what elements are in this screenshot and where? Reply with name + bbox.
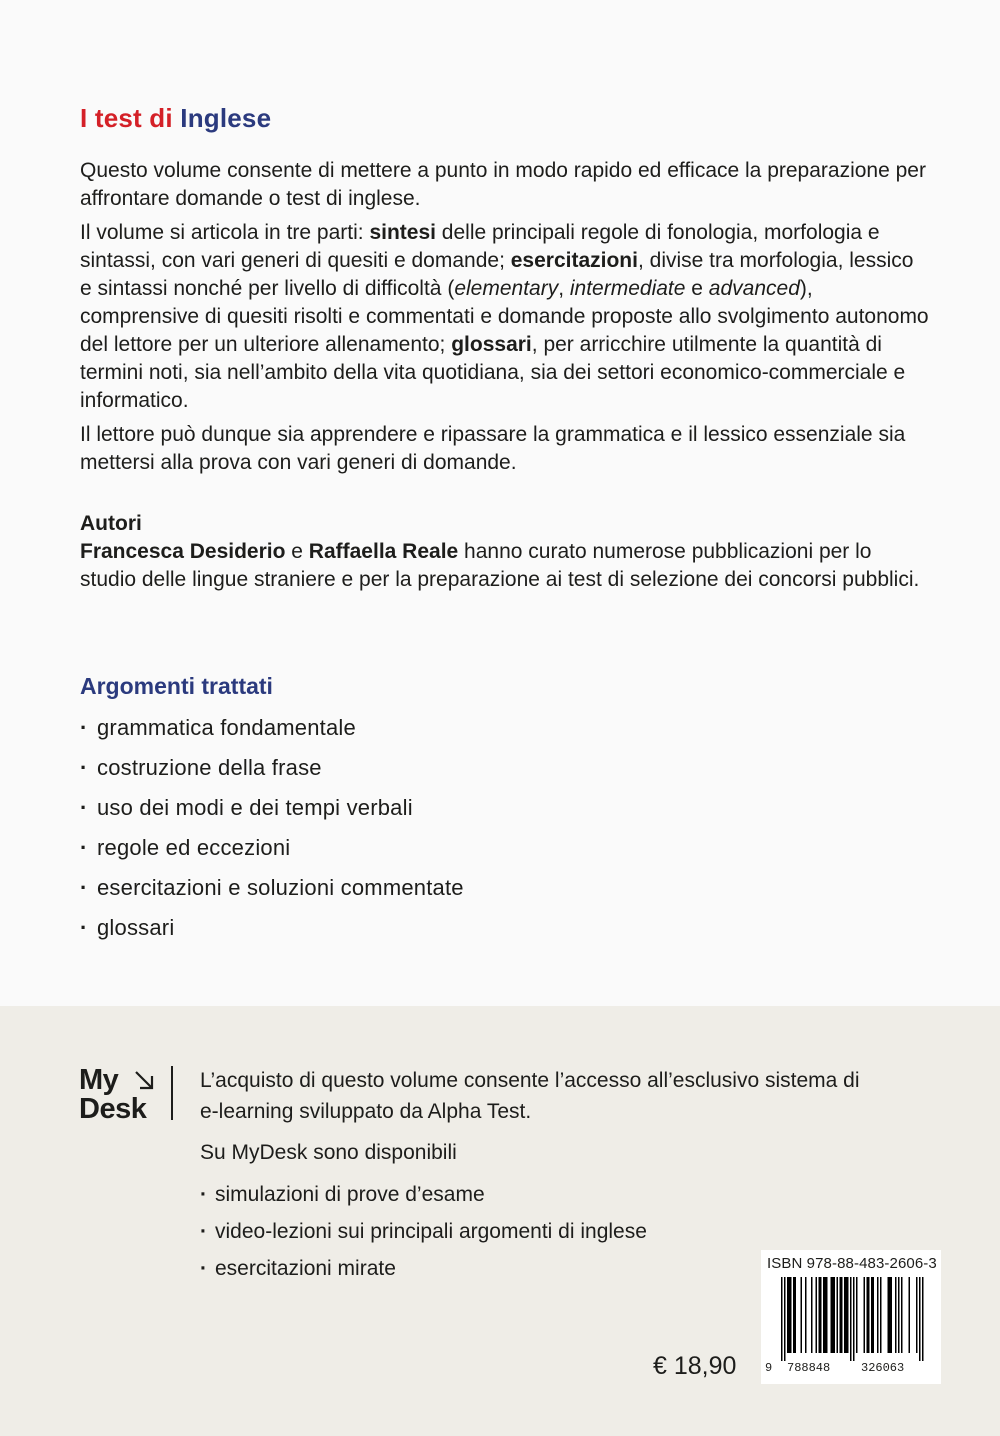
italic-run: intermediate	[569, 277, 686, 300]
logo-line1: My	[79, 1064, 119, 1096]
book-title	[80, 103, 271, 134]
barcode-bar	[880, 1277, 882, 1353]
list-item: · costruzione della frase	[80, 752, 464, 792]
barcode-bar	[831, 1277, 833, 1353]
barcode-bar	[916, 1277, 918, 1353]
topics-heading: Argomenti trattati	[80, 673, 273, 699]
author-name: Raffaella Reale	[308, 540, 459, 563]
barcode-bar	[856, 1277, 858, 1353]
barcode-bar	[901, 1277, 903, 1353]
text-run: e	[685, 277, 709, 300]
list-item: · glossari	[80, 912, 464, 952]
authors-heading: Autori	[80, 512, 142, 535]
list-item: · esercitazioni e soluzioni commentate	[80, 872, 464, 912]
description-p1: Questo volume consente di mettere a punto in modo rapido ed efficace la preparazione per affrontare domande o test di inglese.	[80, 159, 926, 210]
text-run: , per arricchire utilmente la quantità di termini noti, sia nell’ambito della vita quotidiana, sia dei settori economico-commerciale e informatico.	[80, 333, 906, 412]
barcode-bar	[844, 1277, 846, 1353]
barcode-bar	[895, 1277, 897, 1353]
barcode-bar	[781, 1277, 783, 1361]
barcode-bar	[790, 1277, 792, 1353]
list-item: · esercitazioni mirate	[200, 1250, 920, 1287]
text-run: Il volume si articola in tre parti:	[80, 221, 370, 244]
barcode-bar	[889, 1277, 891, 1353]
bold-run: sintesi	[369, 221, 436, 244]
barcode-bar	[801, 1277, 803, 1353]
barcode-bar	[784, 1277, 786, 1361]
author-name: Francesca Desiderio	[80, 540, 286, 563]
barcode-bar	[891, 1277, 893, 1353]
barcode	[761, 1250, 941, 1384]
barcode-bars	[771, 1277, 933, 1361]
description-p2	[80, 219, 930, 415]
barcode-bar	[919, 1277, 921, 1361]
back-cover-bottom	[0, 1006, 1000, 1436]
barcode-digit-lead: 9	[765, 1361, 773, 1375]
barcode-bar	[841, 1277, 843, 1353]
list-item: · simulazioni di prove d’esame	[200, 1176, 920, 1213]
text-run: e	[285, 540, 309, 563]
barcode-bar	[825, 1277, 827, 1353]
barcode-bar	[837, 1277, 839, 1353]
barcode-digits-left: 788848	[787, 1361, 831, 1375]
text-run: , divise tra morfologia, lessico e sintassi nonché per livello di difficoltà (	[80, 249, 914, 300]
barcode-bar	[819, 1277, 821, 1353]
barcode-bar	[847, 1277, 849, 1353]
barcode-bar	[922, 1277, 924, 1361]
logo-line2: Desk	[79, 1093, 147, 1125]
barcode-bar	[853, 1277, 855, 1361]
topics-list	[80, 712, 464, 952]
italic-run: advanced	[708, 277, 800, 300]
text-run: hanno curato numerose pubblicazioni per lo studio delle lingue straniere e per la preparazione ai test di selezione dei concorsi pubblici.	[80, 540, 920, 591]
mydesk-logo	[79, 1066, 146, 1124]
authors-text	[80, 538, 930, 594]
barcode-bar	[867, 1277, 869, 1353]
list-item: · grammatica fondamentale	[80, 712, 464, 752]
description	[80, 157, 930, 483]
barcode-bar	[826, 1277, 828, 1353]
logo-divider	[171, 1066, 173, 1120]
barcode-digits-right: 326063	[861, 1361, 905, 1375]
barcode-bar	[789, 1277, 791, 1353]
barcode-bar	[823, 1277, 825, 1353]
italic-run: elementary	[454, 277, 559, 300]
barcode-bar	[850, 1277, 852, 1361]
barcode-bar	[877, 1277, 879, 1353]
barcode-bar	[832, 1277, 834, 1353]
barcode-bar	[805, 1277, 807, 1353]
barcode-bar	[873, 1277, 875, 1353]
bold-run: esercitazioni	[510, 249, 638, 272]
barcode-bar	[820, 1277, 822, 1353]
barcode-bar	[787, 1277, 789, 1353]
barcode-bar	[834, 1277, 836, 1353]
title-subject: Inglese	[180, 103, 272, 133]
barcode-bar	[840, 1277, 842, 1353]
barcode-bar	[868, 1277, 870, 1353]
list-item: · regole ed eccezioni	[80, 832, 464, 872]
description-p3: Il lettore può dunque sia apprendere e ripassare la grammatica e il lessico essenziale sia mettersi alla prova con vari generi di domande.	[80, 423, 906, 474]
promo-subtitle: Su MyDesk sono disponibili	[200, 1141, 457, 1164]
barcode-bar	[871, 1277, 873, 1353]
barcode-bar	[864, 1277, 866, 1353]
barcode-bar	[898, 1277, 900, 1353]
list-item: · uso dei modi e dei tempi verbali	[80, 792, 464, 832]
text-run: delle principali regole di fonologia, morfologia e sintassi, con vari generi di quesiti e domande;	[80, 221, 880, 272]
arrow-down-right-icon	[133, 1069, 155, 1091]
barcode-bar	[793, 1277, 795, 1353]
barcode-bar	[816, 1277, 818, 1353]
price: € 18,90	[653, 1352, 737, 1380]
barcode-bar	[888, 1277, 890, 1353]
bold-run: glossari	[451, 333, 532, 356]
text-run: ), comprensive di quesiti risolti e commentati e domande proposte allo svolgimento autonomo del lettore per un ulteriore allenamento;	[80, 277, 929, 356]
barcode-bar	[846, 1277, 848, 1353]
barcode-bar	[811, 1277, 813, 1353]
title-prefix: I test di	[80, 103, 173, 133]
authors-section	[80, 510, 930, 594]
isbn-number: ISBN 978-88-483-2606-3	[767, 1255, 937, 1272]
barcode-bar	[795, 1277, 797, 1353]
text-run: ,	[558, 277, 570, 300]
barcode-bar	[909, 1277, 911, 1353]
list-item: · video-lezioni sui principali argomenti di inglese	[200, 1213, 920, 1250]
promo-text: L’acquisto di questo volume consente l’accesso all’esclusivo sistema di e-learning sviluppato da Alpha Test.	[200, 1069, 860, 1123]
